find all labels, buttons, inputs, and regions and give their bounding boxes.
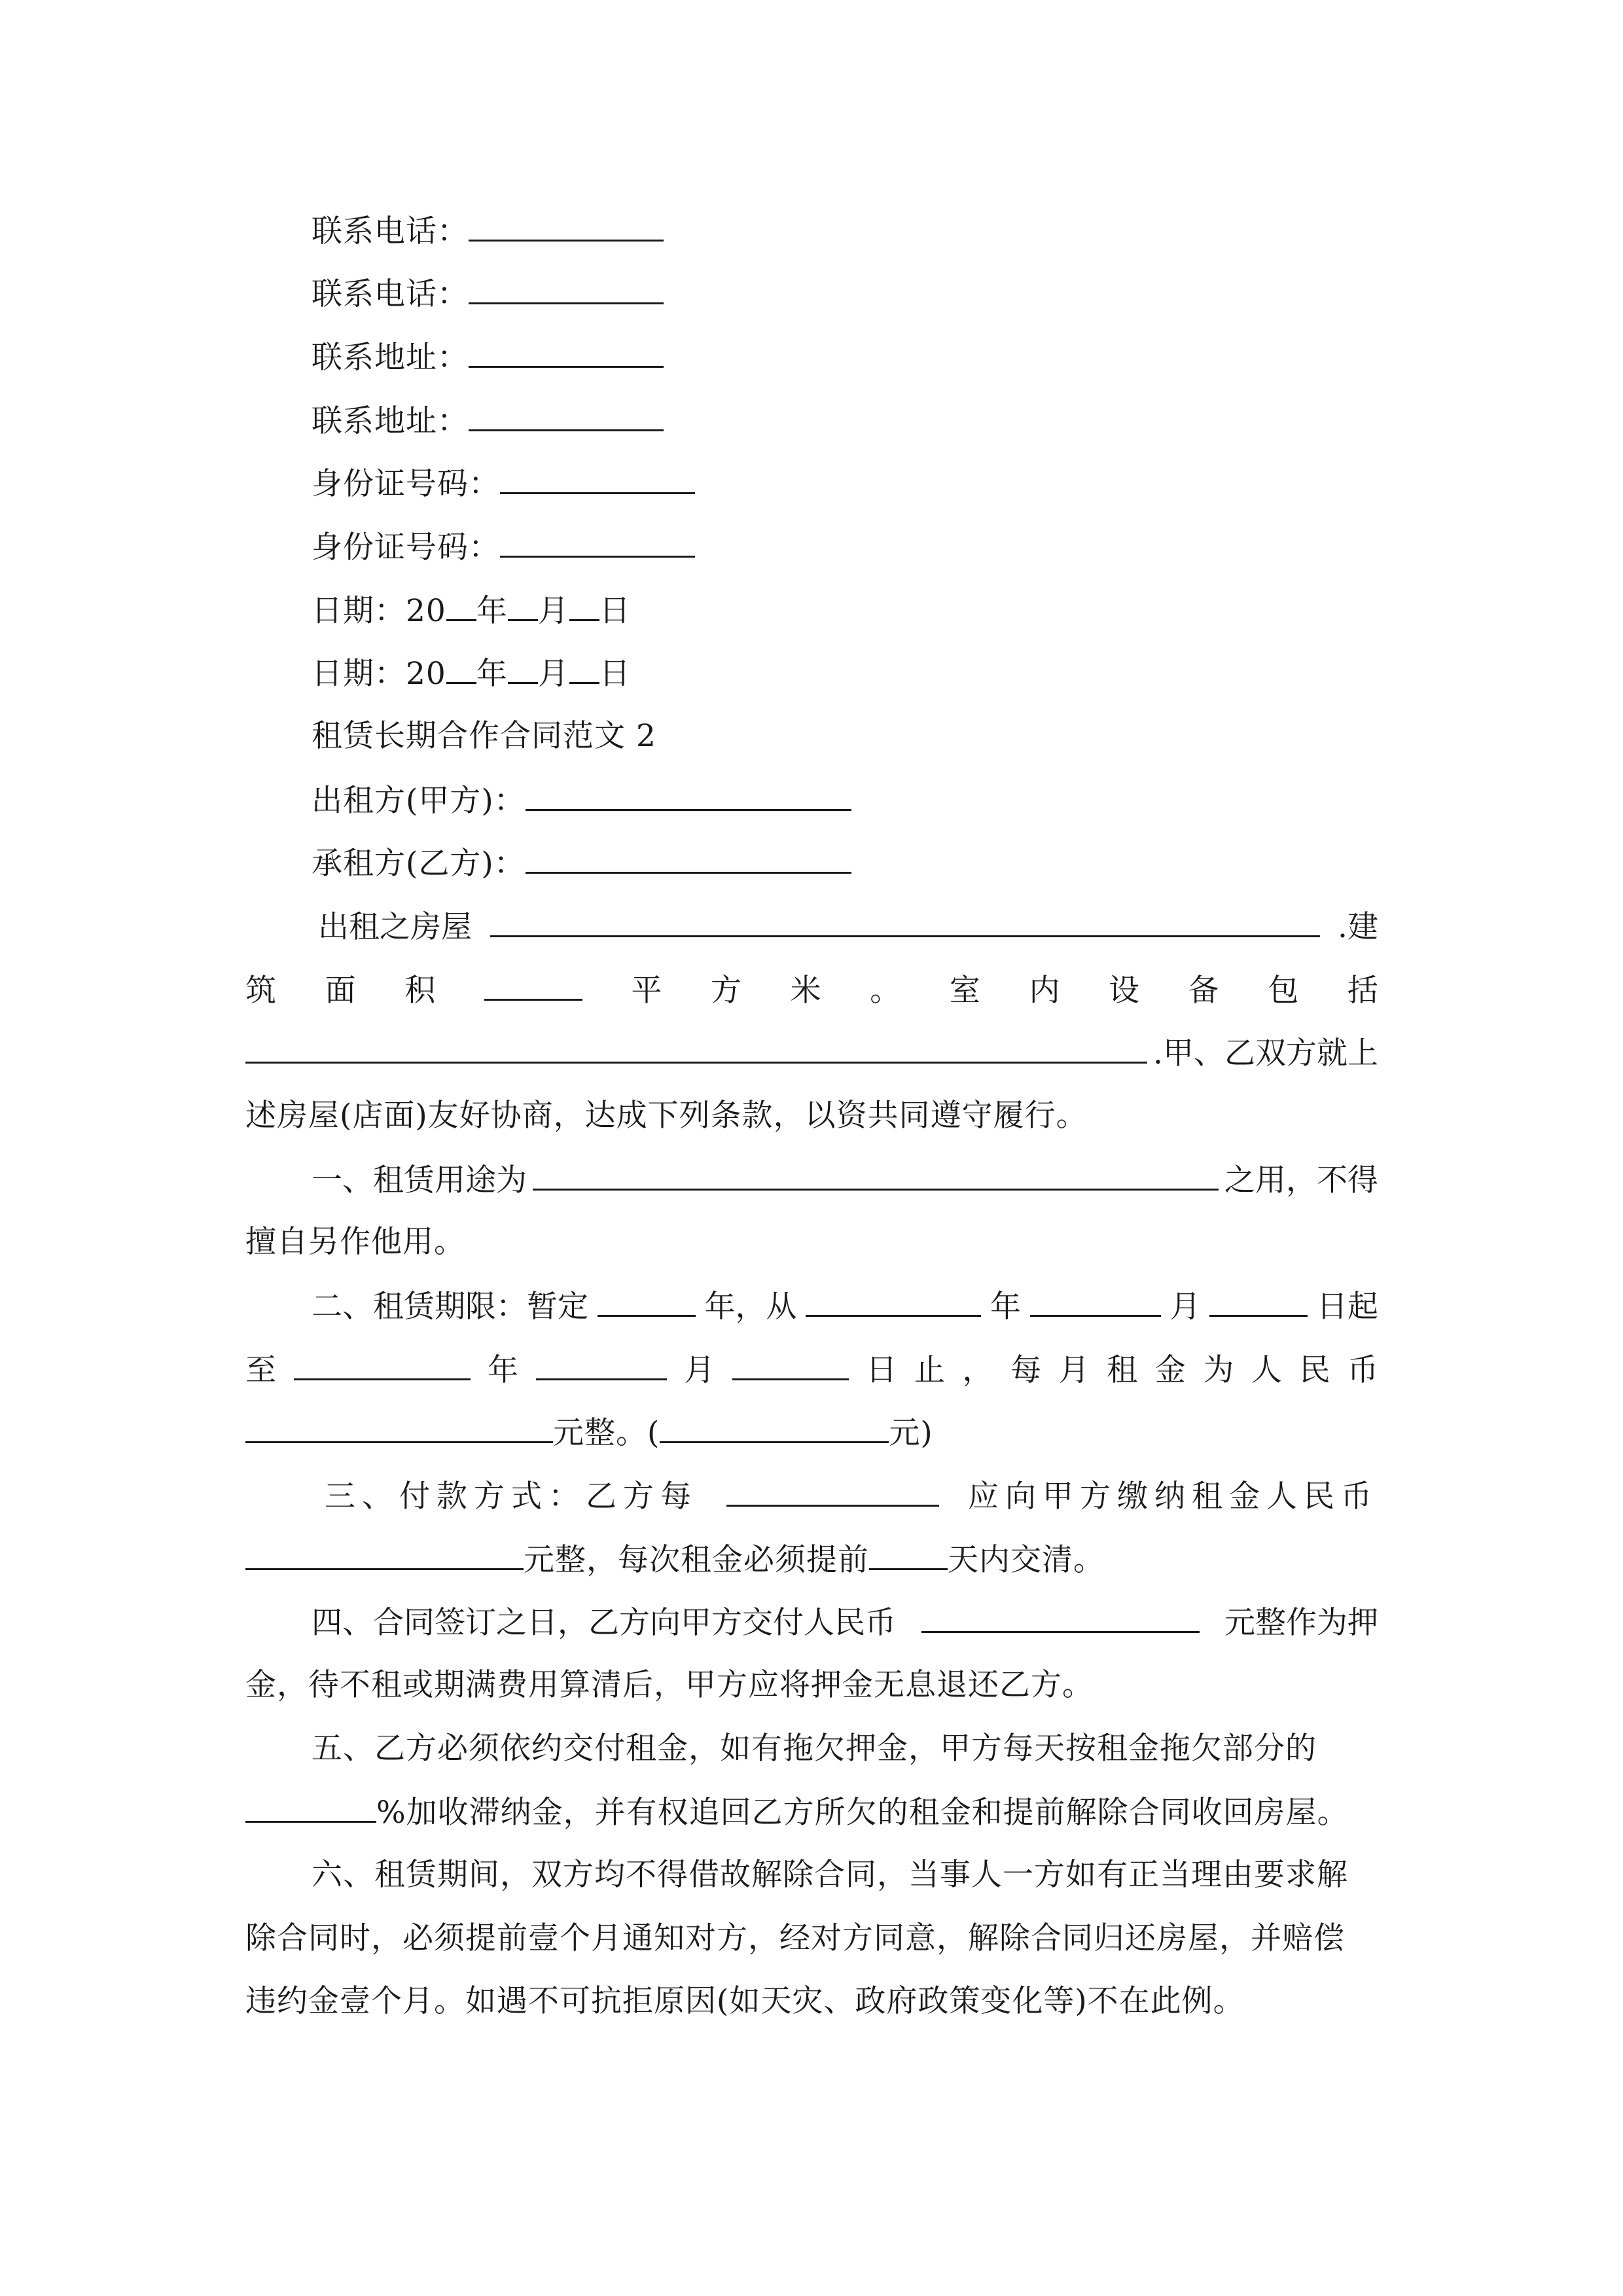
clause-3-text: 元整，每次租金必须提前: [524, 1542, 869, 1578]
char: 备: [1188, 973, 1219, 1009]
purpose-blank[interactable]: [533, 1160, 1219, 1191]
premises-line-4: 述房屋(店面)友好协商，达成下列条款，以资共同遵守履行。: [245, 1098, 1088, 1134]
date-day: 日: [599, 593, 631, 629]
rent-amount-blank[interactable]: [245, 1412, 553, 1443]
contact-phone-1: [312, 211, 664, 251]
date-month: 月: [537, 656, 569, 692]
payment-period-blank[interactable]: [726, 1476, 939, 1507]
date-year-blank[interactable]: [446, 653, 476, 684]
contact-address-blank[interactable]: [469, 337, 664, 368]
contact-phone-blank[interactable]: [469, 211, 664, 242]
contact-id-blank[interactable]: [500, 463, 695, 494]
clause-2-line-2: [245, 1350, 1378, 1390]
clause-3-line-1: [325, 1476, 1378, 1516]
clause-4-line-2: 金，待不租或期满费用算清后，甲方应将押金无息退还乙方。: [245, 1667, 1094, 1703]
start-month-blank[interactable]: [1030, 1286, 1161, 1317]
advance-days-blank[interactable]: [869, 1539, 948, 1570]
clause-2-text: 日起: [1317, 1289, 1378, 1325]
char: 止: [914, 1352, 945, 1388]
clause-4-text: 元整作为押: [1224, 1605, 1378, 1641]
end-day-blank[interactable]: [732, 1350, 849, 1380]
char: 民: [1299, 1352, 1330, 1388]
date-label: 日期：20: [312, 656, 446, 692]
term-years-blank[interactable]: [597, 1286, 696, 1317]
contact-address-1: [312, 337, 664, 378]
start-day-blank[interactable]: [1209, 1286, 1308, 1317]
clause-3-text: 天内交清。: [948, 1542, 1105, 1578]
end-month-blank[interactable]: [536, 1350, 667, 1380]
contact-id-blank[interactable]: [500, 527, 695, 558]
char: 租: [1107, 1352, 1138, 1388]
contact-address-2: [312, 401, 664, 441]
char: 月: [1058, 1352, 1090, 1388]
deposit-blank[interactable]: [921, 1602, 1200, 1633]
char: 面: [325, 973, 356, 1009]
contact-id-label: 身份证号码：: [312, 529, 500, 565]
date-year-blank[interactable]: [446, 590, 476, 621]
premises-line-3: [245, 1033, 1378, 1073]
date-line-1: [312, 590, 631, 631]
clause-2-text: 元): [889, 1415, 933, 1451]
lessor-blank[interactable]: [526, 780, 851, 811]
date-year: 年: [476, 593, 508, 629]
char: 日: [866, 1352, 897, 1388]
equipment-blank[interactable]: [245, 1033, 1147, 1064]
char: ，: [962, 1352, 993, 1388]
clause-2-text: 年，从: [704, 1289, 797, 1325]
clause-2-line-1: [312, 1286, 1378, 1327]
clause-4-line-1: [312, 1602, 1378, 1643]
char: 内: [1029, 973, 1060, 1009]
date-day: 日: [599, 656, 631, 692]
rent-digits-blank[interactable]: [660, 1412, 889, 1443]
late-fee-blank[interactable]: [245, 1792, 376, 1823]
contact-id-label: 身份证号码：: [312, 466, 500, 502]
clause-1-label: 一、租赁用途为: [312, 1162, 527, 1198]
date-day-blank[interactable]: [569, 590, 599, 621]
lessor-line: [312, 780, 851, 821]
clause-4-label: 四、合同签订之日，乙方向甲方交付人民币: [312, 1605, 896, 1641]
clause-3-line-2: [245, 1539, 1105, 1580]
clause-6-line-2: 除合同时，必须提前壹个月通知对方，经对方同意，解除合同归还房屋，并赔偿: [245, 1920, 1345, 1956]
lessor-label: 出租方(甲方)：: [312, 783, 526, 819]
clause-6-line-1: 六、租赁期间，双方均不得借故解除合同，当事人一方如有正当理由要求解: [312, 1857, 1348, 1893]
lessee-blank[interactable]: [526, 843, 851, 874]
premises-line-2: [245, 970, 1378, 1011]
contact-id-1: [312, 463, 695, 504]
char: 币: [1347, 1352, 1378, 1388]
premises-line-1: [318, 906, 1378, 947]
premises-suffix: .建: [1338, 909, 1378, 945]
start-year-blank[interactable]: [806, 1286, 981, 1317]
payment-amount-blank[interactable]: [245, 1539, 524, 1570]
contact-address-label: 联系地址：: [312, 340, 469, 376]
clause-5-line-1: 五、乙方必须依约交付租金，如有拖欠押金，甲方每天按租金拖欠部分的: [312, 1731, 1317, 1767]
char: 筑: [245, 973, 276, 1009]
char: 米: [790, 973, 821, 1009]
contact-address-blank[interactable]: [469, 401, 664, 431]
contact-address-label: 联系地址：: [312, 403, 469, 439]
premises-label: 出租之房屋: [318, 909, 472, 945]
lessee-line: [312, 843, 851, 884]
area-blank[interactable]: [484, 970, 582, 1001]
date-month-blank[interactable]: [508, 653, 538, 684]
date-day-blank[interactable]: [569, 653, 599, 684]
clause-2-label: 二、租赁期限：暂定: [312, 1289, 588, 1325]
clause-6-line-3: 违约金壹个月。如遇不可抗拒原因(如天灾、政府政策变化等)不在此例。: [245, 1983, 1245, 2019]
contact-phone-label: 联系电话：: [312, 276, 469, 312]
date-year: 年: [476, 656, 508, 692]
char: 包: [1268, 973, 1299, 1009]
contact-id-2: [312, 527, 695, 567]
date-month-blank[interactable]: [508, 590, 538, 621]
clause-1-line-2: 擅自另作他用。: [245, 1224, 465, 1260]
date-label: 日期：20: [312, 593, 446, 629]
char: 积: [404, 973, 436, 1009]
char: 月: [684, 1352, 715, 1388]
char: 年: [488, 1352, 519, 1388]
premises-line-3-text: .甲、乙双方就上: [1153, 1035, 1378, 1071]
clause-1-line-1: [312, 1160, 1378, 1200]
clause-5-text: %加收滞纳金，并有权追回乙方所欠的租金和提前解除合同收回房屋。: [376, 1795, 1349, 1831]
clause-5-line-2: [245, 1792, 1349, 1833]
char: 金: [1154, 1352, 1186, 1388]
contact-phone-blank[interactable]: [469, 274, 664, 304]
char: 室: [949, 973, 980, 1009]
clause-2-text: 元整。(: [553, 1415, 660, 1451]
char: 。: [870, 973, 901, 1009]
end-year-blank[interactable]: [294, 1350, 471, 1380]
char: 至: [245, 1352, 276, 1388]
char: 方: [711, 973, 742, 1009]
date-month: 月: [537, 593, 569, 629]
contact-phone-label: 联系电话：: [312, 213, 469, 249]
contract-title: 租赁长期合作合同范文 2: [312, 718, 656, 754]
clause-3-label: 三、付款方式：乙方每: [325, 1479, 698, 1515]
char: 人: [1251, 1352, 1282, 1388]
char: 为: [1203, 1352, 1234, 1388]
char: 每: [1010, 1352, 1042, 1388]
lessee-label: 承租方(乙方)：: [312, 846, 526, 882]
clause-2-text: 月: [1169, 1289, 1201, 1325]
char: 平: [631, 973, 662, 1009]
contact-phone-2: [312, 274, 664, 314]
char: 括: [1347, 973, 1378, 1009]
clause-2-text: 年: [990, 1289, 1021, 1325]
char: 设: [1109, 973, 1140, 1009]
clause-1-suffix: 之用，不得: [1224, 1162, 1378, 1198]
date-line-2: [312, 653, 631, 694]
clause-3-text: 应向甲方缴纳租金人民币: [968, 1479, 1378, 1515]
clause-2-line-3: [245, 1412, 933, 1453]
premises-blank[interactable]: [490, 906, 1320, 937]
